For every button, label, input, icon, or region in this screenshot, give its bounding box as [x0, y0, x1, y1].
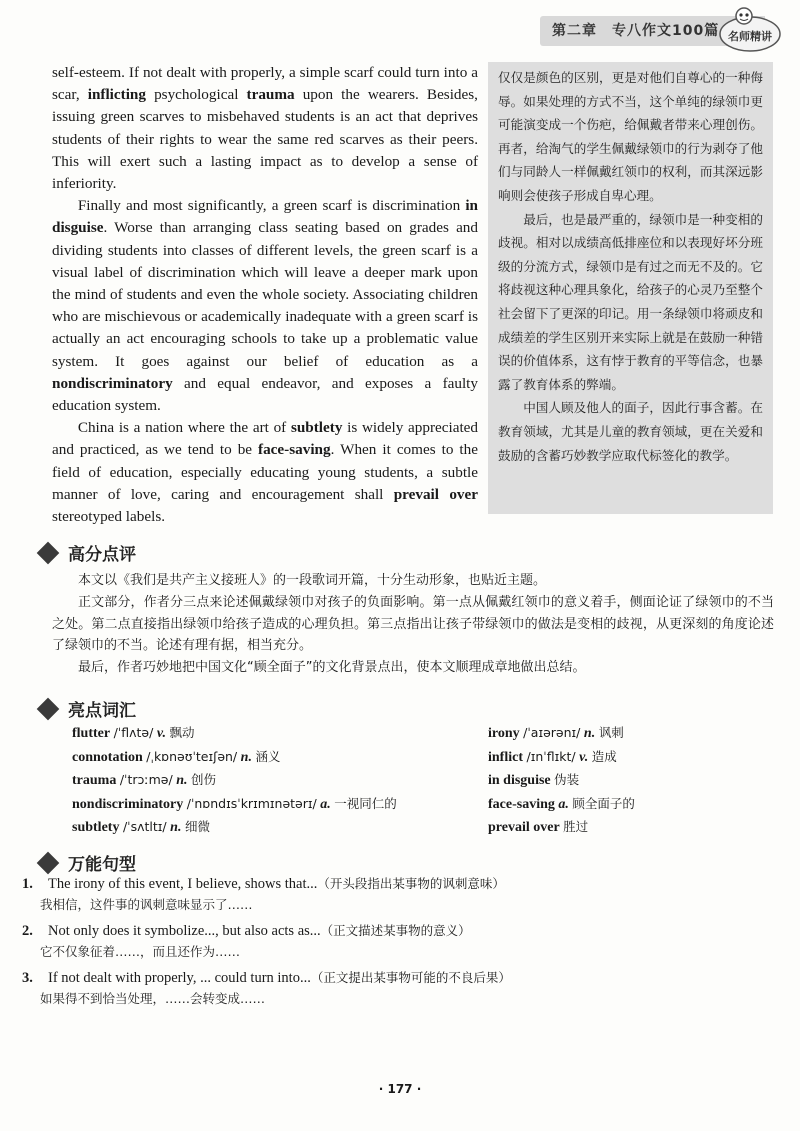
vocab-word: prevail over	[488, 820, 560, 836]
section-title: 亮点词汇	[68, 701, 136, 721]
sentence-chinese: 它不仅象征着……，而且还作为……	[40, 944, 241, 959]
vocab-word: in disguise	[488, 773, 551, 789]
sentence-section-heading	[40, 850, 136, 875]
svg-text:名师精讲: 名师精讲	[728, 30, 772, 43]
vocab-phonetic: /ˈnɒndɪsˈkrɪmɪnətərɪ/	[186, 795, 317, 811]
vocab-word: nondiscriminatory	[72, 796, 184, 812]
vocab-section-heading	[40, 696, 136, 721]
vocab-pos: a.	[320, 796, 331, 812]
vocab-phonetic: /ˈtrɔːmə/	[119, 772, 173, 788]
diamond-bullet-icon	[37, 697, 60, 720]
vocab-pos: v.	[156, 726, 167, 741]
sentence-patterns-list	[22, 874, 762, 1015]
comment-paragraph: 本文以《我们是共产主义接班人》的一段歌词开篇，十分生动形象，也贴近主题。	[78, 573, 547, 588]
vocab-item	[72, 722, 397, 746]
vocab-word: irony	[488, 726, 520, 741]
vocab-pos: a.	[558, 796, 569, 812]
sentence-pattern	[22, 874, 762, 916]
vocab-phonetic: /ˌkɒnəʊˈteɪʃən/	[146, 748, 238, 764]
keyword: nondiscriminatory	[52, 374, 173, 392]
vocab-item	[488, 793, 635, 817]
sentence-chinese: 如果得不到恰当处理，……会转变成……	[40, 991, 266, 1006]
sentence-english: Not only does it symbolize..., but also acts as...	[48, 923, 321, 939]
vocab-item	[72, 793, 397, 817]
chinese-paragraph: 仅仅是颜色的区别，更是对他们自尊心的一种侮辱。如果处理的方式不当，这个单纯的绿领巾更可能演变成一个伤疤，给佩戴者带来心理创伤。再者，给淘气的学生佩戴绿领巾的行为剥夺了他们与同龄人一样佩戴红领巾的权利，而其深远影响则会使孩子形成自卑心理。	[498, 70, 763, 203]
vocab-pos: n.	[240, 749, 252, 765]
chinese-paragraph: 最后，也是最严重的，绿领巾是一种变相的歧视。相对以成绩高低排座位和以表现好坏分班级的分流方式，绿领巾是有过之而无不及的。它将歧视这种心理具象化，给孩子的心灵乃至整个社会留下了更深的印记。用一条绿领巾将顽皮和成绩差的学生区别开来实际上就是在鼓励一种错误的价值体系，这有悖于教育的平等信念，也暴露了教育体系的弊端。	[498, 211, 763, 392]
keyword: prevail over	[393, 485, 478, 503]
keyword: trauma	[246, 86, 295, 104]
vocab-pos: n.	[583, 726, 596, 741]
comment-body	[52, 570, 774, 679]
sentence-pattern	[22, 968, 762, 1010]
vocab-word: trauma	[72, 773, 117, 789]
vocab-phonetic: /ˈflʌtə/	[113, 725, 154, 740]
sentence-note: （正文描述某事物的意义）	[320, 923, 471, 938]
vocab-meaning: 飘动	[169, 725, 195, 740]
english-essay-column	[52, 62, 478, 528]
vocab-meaning: 伪装	[554, 772, 580, 788]
vocab-item	[488, 769, 635, 793]
vocab-item	[488, 746, 635, 770]
vocab-word: connotation	[72, 749, 143, 765]
sentence-note: （正文提出某事物可能的不良后果）	[310, 970, 511, 985]
english-paragraph: Finally and most significantly, a green scarf is discrimination in disguise. Worse than arranging class seating based on grades and dividing students into classes of different levels, the green scarf is a visual label of discrimination which will leave a deeper mark upon the mind of students and even the whole society. Associating children who are mischievous or academically inadequate with a green scarf is actually an act encouraging schools to take up a problematic value system. It goes against our belief of education as a nondiscriminatory and equal endeavor, and exposes a faulty education system.	[52, 197, 478, 415]
keyword: inflicting	[87, 86, 146, 104]
vocab-word: flutter	[72, 726, 111, 741]
vocab-meaning: 胜过	[563, 819, 589, 835]
sentence-english: If not dealt with properly, ... could turn into...	[48, 970, 311, 986]
vocab-meaning: 细微	[184, 819, 210, 835]
vocab-item	[488, 816, 635, 840]
keyword: face-saving	[258, 441, 331, 459]
chapter-header-title: 第二章 专八作文100篇	[552, 23, 720, 39]
chinese-paragraph: 中国人顾及他人的面子，因此行事含蓄。在教育领域，尤其是儿童的教育领域，更在关爱和鼓励的含蓄巧妙教学应取代标签化的教学。	[498, 400, 763, 463]
sentence-number: 3.	[22, 970, 33, 986]
vocab-meaning: 讽刺	[598, 725, 624, 740]
chinese-translation-column	[488, 62, 773, 514]
vocab-meaning: 造成	[591, 748, 617, 764]
keyword: subtlety	[290, 419, 343, 437]
vocab-word: subtlety	[72, 820, 120, 836]
page-number: · 177 ·	[378, 1082, 422, 1096]
vocab-pos: v.	[579, 749, 589, 765]
sentence-english: The irony of this event, I believe, shows that...	[48, 876, 318, 892]
comment-paragraph: 正文部分，作者分三点来论述佩戴绿领巾对孩子的负面影响。第一点从佩戴红领巾的意义着手，侧面论证了绿领巾的不当之处。第二点直接指出绿领巾给孩子造成的心理负担。第三点指出让孩子带绿领巾的做法是变相的歧视，从更深刻的角度论述了绿领巾的不当。论述有理有据，相当充分。	[52, 594, 774, 654]
vocab-meaning: 顾全面子的	[572, 795, 635, 811]
vocab-phonetic: /ˈsʌtltɪ/	[122, 819, 167, 835]
sentence-pattern	[22, 921, 762, 963]
vocab-phonetic: /ɪnˈflɪkt/	[526, 748, 576, 764]
vocab-item	[72, 769, 397, 793]
diamond-bullet-icon	[37, 541, 60, 564]
keyword: in disguise	[52, 197, 478, 237]
vocab-meaning: 一视同仁的	[334, 795, 397, 811]
sentence-chinese: 我相信，这件事的讽刺意味显示了……	[40, 897, 253, 912]
english-paragraph: China is a nation where the art of subtlety is widely appreciated and practiced, as we tend to be face-saving. When it comes to the field of education, especially educating young students, a subtle manner of love, caring and encouragement shall prevail over stereotyped labels.	[52, 419, 478, 526]
comment-paragraph: 最后，作者巧妙地把中国文化“顾全面子”的文化背景点出，使本文顺理成章地做出总结。	[78, 660, 586, 676]
vocab-word: inflict	[488, 749, 523, 765]
vocab-pos: n.	[170, 820, 182, 836]
vocab-meaning: 创伤	[190, 772, 216, 788]
vocab-phonetic: /ˈaɪərənɪ/	[523, 725, 581, 740]
vocab-item	[72, 746, 397, 770]
comment-section-heading	[40, 540, 136, 565]
vocab-list-right	[488, 722, 635, 840]
sentence-number: 1.	[22, 876, 33, 892]
vocab-item	[488, 722, 635, 746]
english-paragraph: self-esteem. If not dealt with properly, a simple scarf could turn into a scar, inflicting psychological trauma upon the wearers. Besides, issuing green scarves to misbehaved students is an act that deprives students of their rights to wear the same red scarves as their peers. This will exert such a lasting impact as to develop a sense of inferiority.	[52, 64, 478, 193]
vocab-pos: n.	[176, 773, 188, 789]
section-title: 高分点评	[68, 545, 136, 565]
diamond-bullet-icon	[37, 851, 60, 874]
sentence-number: 2.	[22, 923, 33, 939]
teacher-logo-icon	[716, 4, 784, 54]
sentence-note: （开头段指出某事物的讽刺意味）	[317, 876, 505, 891]
vocab-word: face-saving	[488, 796, 555, 812]
section-title: 万能句型	[68, 855, 136, 875]
vocab-list-left	[72, 722, 397, 840]
vocab-item	[72, 816, 397, 840]
vocab-meaning: 涵义	[255, 748, 281, 764]
